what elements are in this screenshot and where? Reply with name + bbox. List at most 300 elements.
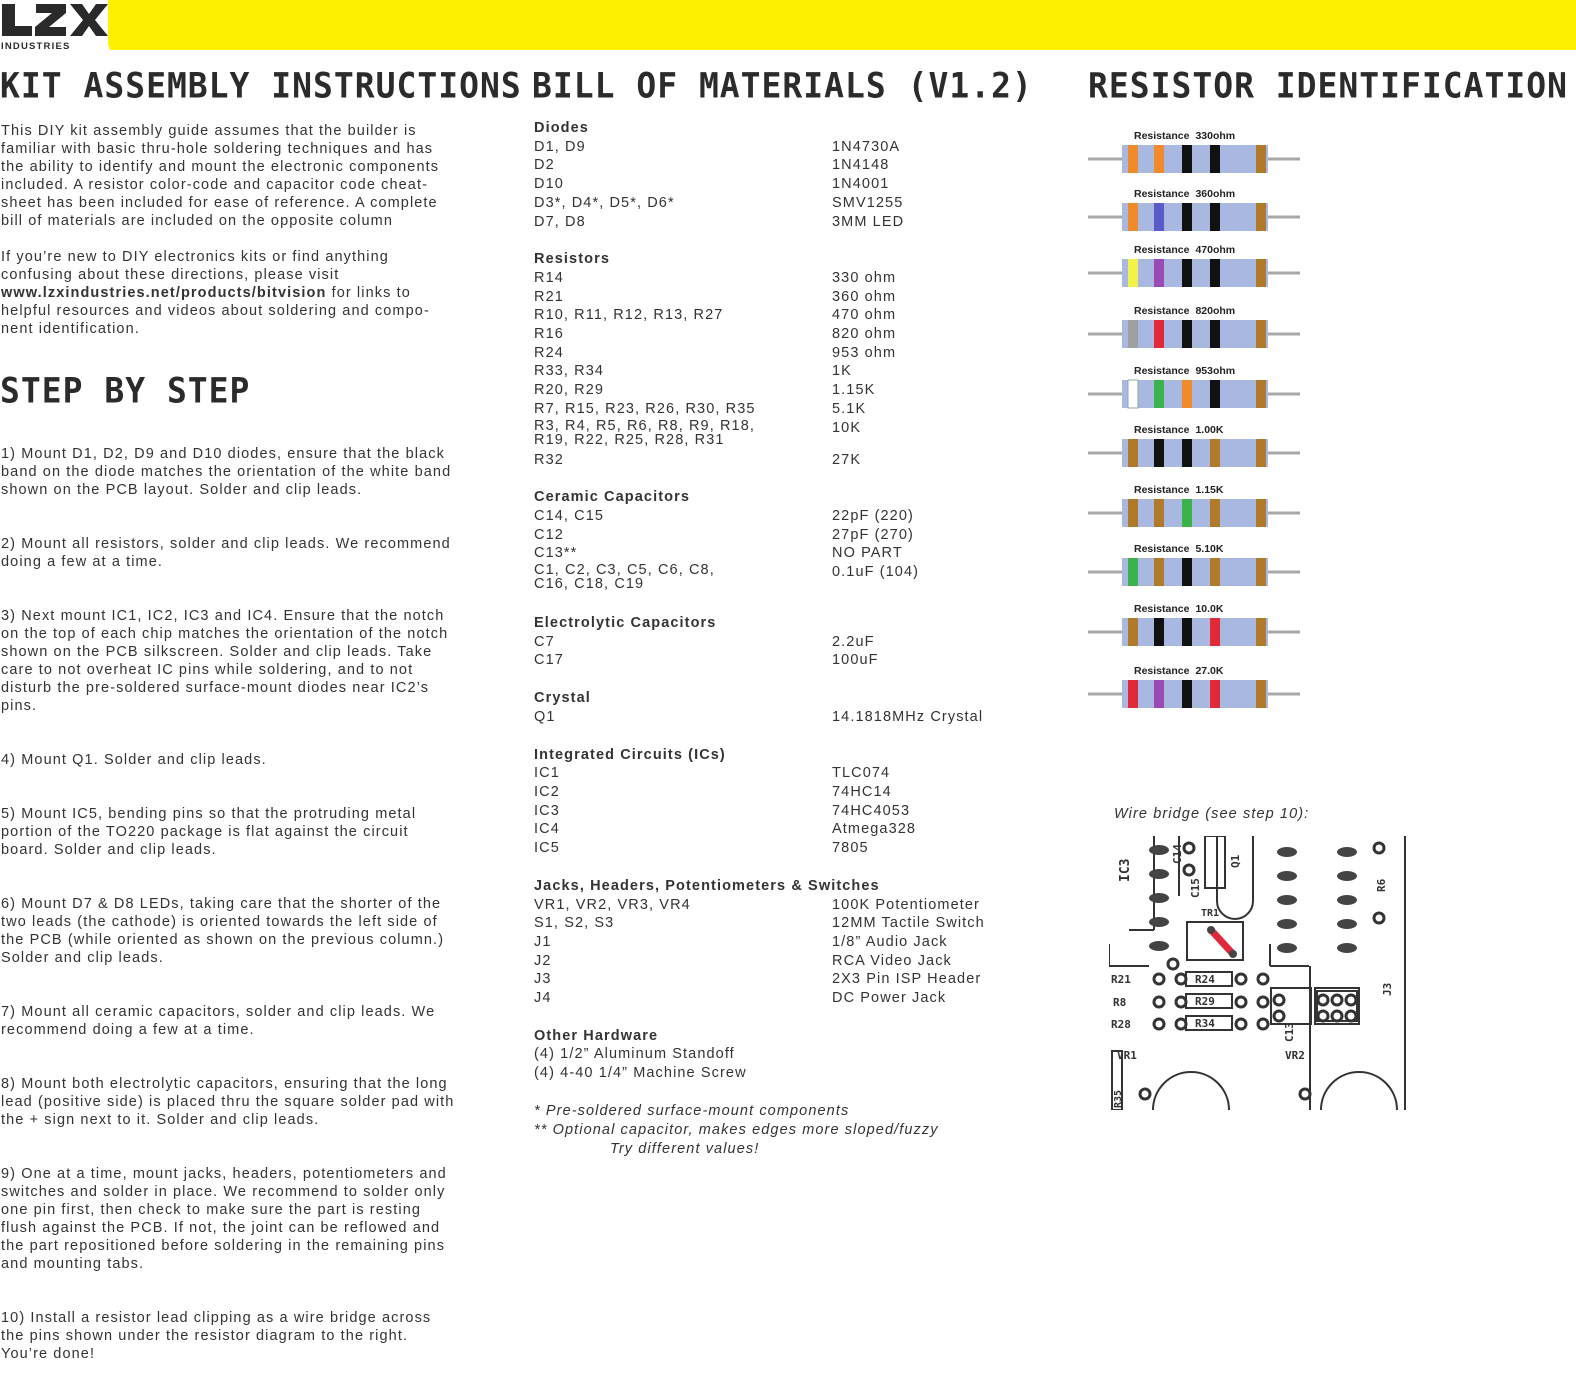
bom-part-value: SMV1255 [832, 194, 904, 211]
resistor-color-band [1154, 499, 1164, 527]
bom-part-ref: R32 [534, 451, 564, 468]
resistor-8 [1088, 543, 1308, 591]
bom-row [534, 362, 1014, 381]
bom-row [534, 651, 1014, 670]
wire-bridge-caption: Wire bridge (see step 10): [1114, 806, 1310, 822]
resistor-label-text: Resistance [1134, 365, 1190, 377]
resistor-1 [1088, 130, 1308, 178]
bom-section [534, 689, 1014, 726]
bom-row [534, 213, 1014, 232]
bom-row [534, 820, 1014, 839]
bom-part-value: 74HC14 [832, 783, 892, 800]
resistor-color-band [1154, 558, 1164, 586]
pcb-via [1184, 865, 1194, 875]
resistor-color-band [1154, 259, 1164, 287]
bom-part-ref: C13** [534, 545, 578, 562]
bom-part-ref: IC5 [534, 840, 560, 857]
bom-part-ref: VR1, VR2, VR3, VR4 [534, 896, 691, 913]
pcb-via [1154, 997, 1164, 1007]
resistor-color-band [1210, 320, 1220, 348]
resistor-color-band [1154, 145, 1164, 173]
bom-part-value: 820 ohm [832, 326, 897, 343]
pcb-via [1300, 1089, 1310, 1099]
label-c13: C13 [1283, 1022, 1296, 1042]
label-c14: C14 [1171, 844, 1184, 864]
bom-note: * Pre-soldered surface-mount components [534, 1102, 850, 1119]
bom-row [534, 764, 1014, 783]
bom-part-ref: C1, C2, C3, C5, C6, C8, C16, C18, C19 [534, 562, 715, 593]
label-r35: R35 [1113, 1089, 1124, 1108]
resistor-color-band [1128, 558, 1138, 586]
bom-part-value: 12MM Tactile Switch [832, 915, 985, 932]
resistor-color-band [1210, 499, 1220, 527]
label-r21: R21 [1111, 973, 1131, 986]
bom-section [534, 1027, 1014, 1083]
bom-section-title: Electrolytic Capacitors [534, 615, 717, 632]
resistor-color-band [1182, 499, 1192, 527]
bom-part-ref: R33, R34 [534, 363, 605, 380]
label-r29: R29 [1195, 995, 1215, 1008]
bom-part-value: 27pF (270) [832, 526, 914, 543]
resistor-9 [1088, 603, 1308, 651]
intro-text-after: for links to helpful resources and videos about soldering and compo- nent identification. [1, 285, 430, 337]
resistor-body-fill [1122, 145, 1268, 173]
resistor-value: 953ohm [1195, 365, 1236, 377]
resistor-body [1088, 140, 1308, 174]
step-3: 3) Next mount IC1, IC2, IC3 and IC4. Ensure that the notch on the top of each chip matches the orientation of the notch shown on the PCB silkscreen. Solder and clip leads. Take care to not overheat IC pins while soldering, and to not disturb the pre-soldered surface-mount diodes near IC2’s pins. [1, 608, 449, 714]
pcb-via [1346, 995, 1356, 1005]
bom-row [534, 839, 1014, 858]
pcb-via [1176, 1019, 1186, 1029]
resistor-value: 1.15K [1195, 484, 1224, 496]
pcb-via [1332, 1011, 1342, 1021]
pcb-via [1274, 995, 1284, 1005]
resistor-color-band [1210, 203, 1220, 231]
step-9: 9) One at a time, mount jacks, headers, potentiometers and switches and solder in place. We recommend to solder only one pin first, then check to make sure the part is resting flush against the PCB. If not, the joint can be reflowed and the part repositioned before soldering in the remaining pins and mounting tabs. [1, 1166, 447, 1272]
bom-row [534, 563, 1014, 595]
resistor-color-band [1210, 380, 1220, 408]
resistor-label-text: Resistance [1134, 543, 1190, 555]
resistor-color-band [1182, 680, 1192, 708]
resistor-color-band [1256, 680, 1266, 708]
resistor-color-band [1256, 558, 1266, 586]
bom-row [534, 970, 1014, 989]
label-r8: R8 [1113, 996, 1127, 1009]
step-2: 2) Mount all resistors, solder and clip leads. We recommend doing a few at a time. [1, 536, 451, 570]
resistor-color-band [1182, 320, 1192, 348]
pcb-pad [1149, 869, 1169, 879]
resistor-label-text: Resistance [1134, 665, 1190, 677]
bom-part-value: RCA Video Jack [832, 952, 952, 969]
pcb-pad [1277, 871, 1297, 881]
bom-section [534, 488, 1014, 595]
bom-part-ref: C14, C15 [534, 507, 605, 524]
label-j3: J3 [1381, 982, 1394, 996]
pcb-via [1332, 995, 1342, 1005]
pcb-pad [1337, 943, 1357, 953]
bom-part-ref: D2 [534, 157, 555, 174]
bom-part-value: 14.1818MHz Crystal [832, 708, 984, 725]
resistor-body-fill [1122, 558, 1268, 586]
resistor-color-band [1182, 203, 1192, 231]
label-vr2: VR2 [1285, 1049, 1305, 1062]
intro-paragraph-1: This DIY kit assembly guide assumes that the builder is familiar with basic thru-hole soldering techniques and has the ability to identify and mount the electronic components included. A resistor color-code and capacitor code cheat- sheet has been included for ease of reference. A complete bill of materials are included on the opposite column [1, 123, 440, 229]
bom-part-ref: IC3 [534, 802, 560, 819]
bom-row [534, 451, 1014, 470]
bom-list [534, 119, 1014, 1159]
bom-part-ref: C17 [534, 652, 564, 669]
label-c15: C15 [1189, 878, 1202, 898]
bom-row [534, 288, 1014, 307]
bom-section [534, 614, 1014, 670]
resistor-value: 470ohm [1195, 244, 1236, 256]
bom-row [534, 783, 1014, 802]
pcb-pad [1149, 941, 1169, 951]
resistor-color-band [1210, 680, 1220, 708]
label-vr1: VR1 [1117, 1049, 1137, 1062]
bom-part-ref: Q1 [534, 708, 556, 725]
resistor-color-band [1128, 439, 1138, 467]
resistor-label-text: Resistance [1134, 188, 1190, 200]
bom-part-ref: D3*, D4*, D5*, D6* [534, 194, 675, 211]
resistor-color-band [1154, 203, 1164, 231]
steps-list [1, 427, 506, 1399]
bom-part-value: 1.15K [832, 382, 876, 399]
bom-part-ref: J2 [534, 952, 552, 969]
label-r28: R28 [1111, 1018, 1131, 1031]
resistor-color-band [1256, 380, 1266, 408]
bom-part-ref: R16 [534, 326, 564, 343]
pcb-pad [1277, 895, 1297, 905]
resistor-value: 820ohm [1195, 305, 1236, 317]
resistor-body [1088, 198, 1308, 232]
resistor-color-band [1154, 380, 1164, 408]
bom-row [534, 1064, 1014, 1083]
bom-part-value: 7805 [832, 840, 869, 857]
bom-part-ref: (4) 1/2” Aluminum Standoff [534, 1046, 735, 1063]
resistor-value: 27.0K [1195, 665, 1224, 677]
pcb-via [1374, 913, 1384, 923]
bom-part-ref: IC1 [534, 765, 560, 782]
bom-part-value: Atmega328 [832, 821, 917, 838]
bom-row [534, 269, 1014, 288]
bom-row [534, 138, 1014, 157]
pcb-via [1176, 997, 1186, 1007]
step-7: 7) Mount all ceramic capacitors, solder and clip leads. We recommend doing a few at a time. [1, 1004, 436, 1038]
resistor-color-band [1210, 259, 1220, 287]
bom-part-value: 100uF [832, 652, 879, 669]
bom-part-ref: J4 [534, 990, 552, 1007]
pcb-via [1318, 995, 1328, 1005]
bom-part-ref: D10 [534, 176, 564, 193]
pcb-via [1258, 974, 1268, 984]
bom-part-ref: R14 [534, 269, 564, 286]
bom-part-value: DC Power Jack [832, 990, 947, 1007]
bom-section-title: Ceramic Capacitors [534, 489, 690, 506]
bom-section-title: Other Hardware [534, 1027, 659, 1044]
resistor-color-band [1128, 680, 1138, 708]
bom-part-value [832, 1064, 1014, 1083]
bom-row [534, 194, 1014, 213]
step-10: 10) Install a resistor lead clipping as a wire bridge across the pins shown under the resistor diagram to the right. You’re done! [1, 1310, 432, 1362]
resistor-value: 360ohm [1195, 188, 1236, 200]
resistor-color-band [1182, 145, 1192, 173]
bom-row [534, 419, 1014, 451]
bom-part-ref: R10, R11, R12, R13, R27 [534, 307, 724, 324]
header-banner [0, 0, 1576, 52]
heading-step-by-step: STEP BY STEP [0, 370, 251, 411]
bom-row [534, 952, 1014, 971]
bom-part-value: 100K Potentiometer [832, 896, 980, 913]
heading-kit-assembly: KIT ASSEMBLY INSTRUCTIONS [0, 65, 522, 106]
bom-part-ref: C12 [534, 526, 564, 543]
resistor-value: 330ohm [1195, 130, 1236, 142]
resistor-value: 10.0K [1195, 603, 1224, 615]
pcb-via [1236, 997, 1246, 1007]
bom-section [534, 746, 1014, 858]
pcb-via [1236, 974, 1246, 984]
pcb-pad [1337, 847, 1357, 857]
resistor-color-band [1210, 145, 1220, 173]
lzx-logo [0, 0, 110, 52]
bom-part-ref: D7, D8 [534, 213, 586, 230]
bom-section [534, 250, 1014, 469]
bom-row [534, 156, 1014, 175]
resistor-body-fill [1122, 203, 1268, 231]
resistor-color-band [1128, 320, 1138, 348]
resistor-body [1088, 494, 1308, 528]
resistor-color-band [1128, 499, 1138, 527]
bom-row [534, 989, 1014, 1008]
bom-part-ref: R7, R15, R23, R26, R30, R35 [534, 400, 756, 417]
resistor-label-text: Resistance [1134, 305, 1190, 317]
bom-part-value [832, 1045, 1014, 1064]
bom-part-value: 2.2uF [832, 633, 875, 650]
resistor-color-band [1154, 618, 1164, 646]
bom-section-title: Diodes [534, 120, 589, 136]
logo-sub-text: INDUSTRIES [1, 41, 71, 52]
label-r34: R34 [1195, 1017, 1215, 1030]
pcb-pad [1337, 871, 1357, 881]
pcb-pad [1149, 917, 1169, 927]
resistor-body-fill [1122, 680, 1268, 708]
resistor-label-text: Resistance [1134, 603, 1190, 615]
pcb-via [1318, 1011, 1328, 1021]
resistor-color-band [1154, 680, 1164, 708]
bom-row [534, 325, 1014, 344]
step-8: 8) Mount both electrolytic capacitors, ensuring that the long lead (positive side) is placed thru the square solder pad with the + sign next to it. Solder and clip leads. [1, 1076, 455, 1128]
pcb-via [1176, 974, 1186, 984]
heading-resistor-identification: RESISTOR IDENTIFICATION [1088, 65, 1568, 106]
bom-part-value: 470 ohm [832, 307, 897, 324]
resistor-6 [1088, 424, 1308, 472]
bom-part-ref: IC4 [534, 821, 560, 838]
bom-part-ref: R20, R29 [534, 382, 605, 399]
bom-part-value: 0.1uF (104) [832, 564, 920, 581]
bom-row [534, 802, 1014, 821]
resistor-body [1088, 375, 1308, 409]
bom-part-value: 1N4148 [832, 157, 890, 174]
resistor-color-band [1182, 439, 1192, 467]
resistor-value: 5.10K [1195, 543, 1224, 555]
bom-part-value: 1K [832, 363, 852, 380]
banner-stripe [95, 0, 1576, 50]
resistor-color-band [1128, 259, 1138, 287]
bom-row [534, 381, 1014, 400]
label-q1: Q1 [1229, 854, 1242, 868]
resistor-body-fill [1122, 618, 1268, 646]
resistor-label-text: Resistance [1134, 484, 1190, 496]
pcb-via [1274, 1011, 1284, 1021]
resistor-body [1088, 613, 1308, 647]
resistor-label-text: Resistance [1134, 244, 1190, 256]
resistor-body [1088, 434, 1308, 468]
bom-row [534, 933, 1014, 952]
bom-section [534, 877, 1014, 1008]
resistor-body-fill [1122, 380, 1268, 408]
pcb-pad [1149, 845, 1169, 855]
resistor-color-band [1128, 203, 1138, 231]
bom-notes [534, 1102, 1014, 1159]
pcb-via [1236, 1019, 1246, 1029]
resistor-7 [1088, 484, 1308, 532]
resistor-body-fill [1122, 439, 1268, 467]
resistor-body-fill [1122, 499, 1268, 527]
pcb-via [1184, 843, 1194, 853]
pcb-pad [1277, 847, 1297, 857]
bom-row [534, 175, 1014, 194]
resistor-color-band [1182, 259, 1192, 287]
resistor-color-band [1256, 439, 1266, 467]
bom-section-title: Resistors [534, 251, 610, 268]
label-r6: R6 [1375, 878, 1388, 892]
resistor-body [1088, 254, 1308, 288]
pcb-pad [1337, 919, 1357, 929]
bom-row [534, 1045, 1014, 1064]
pcb-via [1168, 959, 1178, 969]
bom-part-value: 360 ohm [832, 288, 897, 305]
bom-row [534, 708, 1014, 727]
bom-part-ref: J1 [534, 933, 552, 950]
bom-part-value: 5.1K [832, 400, 867, 417]
bitvision-link[interactable]: www.lzxindustries.net/products/bitvision [1, 285, 327, 301]
pcb-via [1154, 974, 1164, 984]
step-4: 4) Mount Q1. Solder and clip leads. [1, 752, 267, 768]
resistor-body-fill [1122, 320, 1268, 348]
bom-part-value: 2X3 Pin ISP Header [832, 971, 982, 988]
bom-part-value: 1N4730A [832, 138, 901, 155]
resistor-color-band [1128, 618, 1138, 646]
pcb-pad [1277, 943, 1297, 953]
resistor-color-band [1182, 618, 1192, 646]
resistor-color-band [1210, 439, 1220, 467]
resistor-color-band [1256, 618, 1266, 646]
bom-note: Try different values! [610, 1140, 760, 1157]
bom-part-value: NO PART [832, 545, 903, 562]
bom-part-ref: J3 [534, 971, 552, 988]
pcb-pad [1337, 895, 1357, 905]
bom-part-ref: IC2 [534, 783, 560, 800]
bom-row [534, 400, 1014, 419]
label-ic3: IC3 [1118, 858, 1133, 882]
heading-bill-of-materials: BILL OF MATERIALS (V1.2) [532, 65, 1033, 106]
resistor-color-band [1256, 320, 1266, 348]
resistor-3 [1088, 244, 1308, 292]
resistor-color-band [1256, 499, 1266, 527]
pcb-via [1154, 1019, 1164, 1029]
resistor-color-band [1256, 203, 1266, 231]
bom-section [534, 119, 1014, 231]
wire-bridge-pcb-diagram [1109, 836, 1407, 1110]
resistor-body [1088, 553, 1308, 587]
bom-part-ref: R21 [534, 288, 564, 305]
resistor-color-band [1154, 320, 1164, 348]
bom-part-value: 74HC4053 [832, 802, 911, 819]
bom-part-value: 330 ohm [832, 269, 897, 286]
bom-part-value: 953 ohm [832, 344, 897, 361]
bom-part-value: 22pF (220) [832, 507, 914, 524]
pcb-via [1346, 1011, 1356, 1021]
pcb-via [1258, 1019, 1268, 1029]
label-tr1: TR1 [1201, 908, 1220, 919]
resistor-color-band [1182, 558, 1192, 586]
resistor-value: 1.00K [1195, 424, 1224, 436]
bom-section-title: Crystal [534, 690, 591, 707]
resistor-color-band [1128, 380, 1138, 408]
bom-row [534, 526, 1014, 545]
resistor-10 [1088, 665, 1308, 713]
bom-part-ref: S1, S2, S3 [534, 915, 615, 932]
step-6: 6) Mount D7 & D8 LEDs, taking care that the shorter of the two leads (the cathode) is oriented towards the left side of the PCB (while oriented as shown on the previous column.) Solder and clip leads. [1, 896, 445, 966]
resistor-color-band [1256, 259, 1266, 287]
resistor-2 [1088, 188, 1308, 236]
resistor-color-band [1182, 380, 1192, 408]
step-1: 1) Mount D1, D2, D9 and D10 diodes, ensure that the black band on the diode matches the orientation of the white band shown on the PCB layout. Solder and clip leads. [1, 446, 452, 498]
pcb-pad [1149, 893, 1169, 903]
resistor-label-text: Resistance [1134, 424, 1190, 436]
bom-section-title: Integrated Circuits (ICs) [534, 746, 726, 763]
resistor-5 [1088, 365, 1308, 413]
pcb-via [1374, 843, 1384, 853]
bom-section-title: Jacks, Headers, Potentiometers & Switches [534, 877, 880, 894]
bom-part-value: TLC074 [832, 765, 891, 782]
bom-part-ref: (4) 4-40 1/4” Machine Screw [534, 1065, 747, 1082]
bom-row [534, 306, 1014, 325]
step-5: 5) Mount IC5, bending pins so that the protruding metal portion of the TO220 package is flat against the circuit board. Solder and clip leads. [1, 806, 417, 858]
resistor-color-band [1210, 558, 1220, 586]
pcb-via [1140, 1089, 1150, 1099]
bom-part-ref: D1, D9 [534, 138, 586, 155]
bom-row [534, 914, 1014, 933]
resistor-color-band [1256, 145, 1266, 173]
intro-paragraph-2 [1, 248, 506, 338]
resistor-body [1088, 675, 1308, 709]
intro-text-before: If you’re new to DIY electronics kits or find anything confusing about these directions, please visit [1, 249, 389, 283]
bom-part-ref: R24 [534, 344, 564, 361]
bom-part-value: 27K [832, 451, 862, 468]
resistor-body-fill [1122, 259, 1268, 287]
resistor-label-text: Resistance [1134, 130, 1190, 142]
bom-part-ref: R3, R4, R5, R6, R8, R9, R18, R19, R22, R25, R28, R31 [534, 417, 755, 448]
bom-part-value: 3MM LED [832, 213, 905, 230]
resistor-color-band [1210, 618, 1220, 646]
resistor-4 [1088, 305, 1308, 353]
resistor-body [1088, 315, 1308, 349]
bom-row [534, 344, 1014, 363]
bom-row [534, 544, 1014, 563]
resistor-color-band [1154, 439, 1164, 467]
bom-row [534, 633, 1014, 652]
